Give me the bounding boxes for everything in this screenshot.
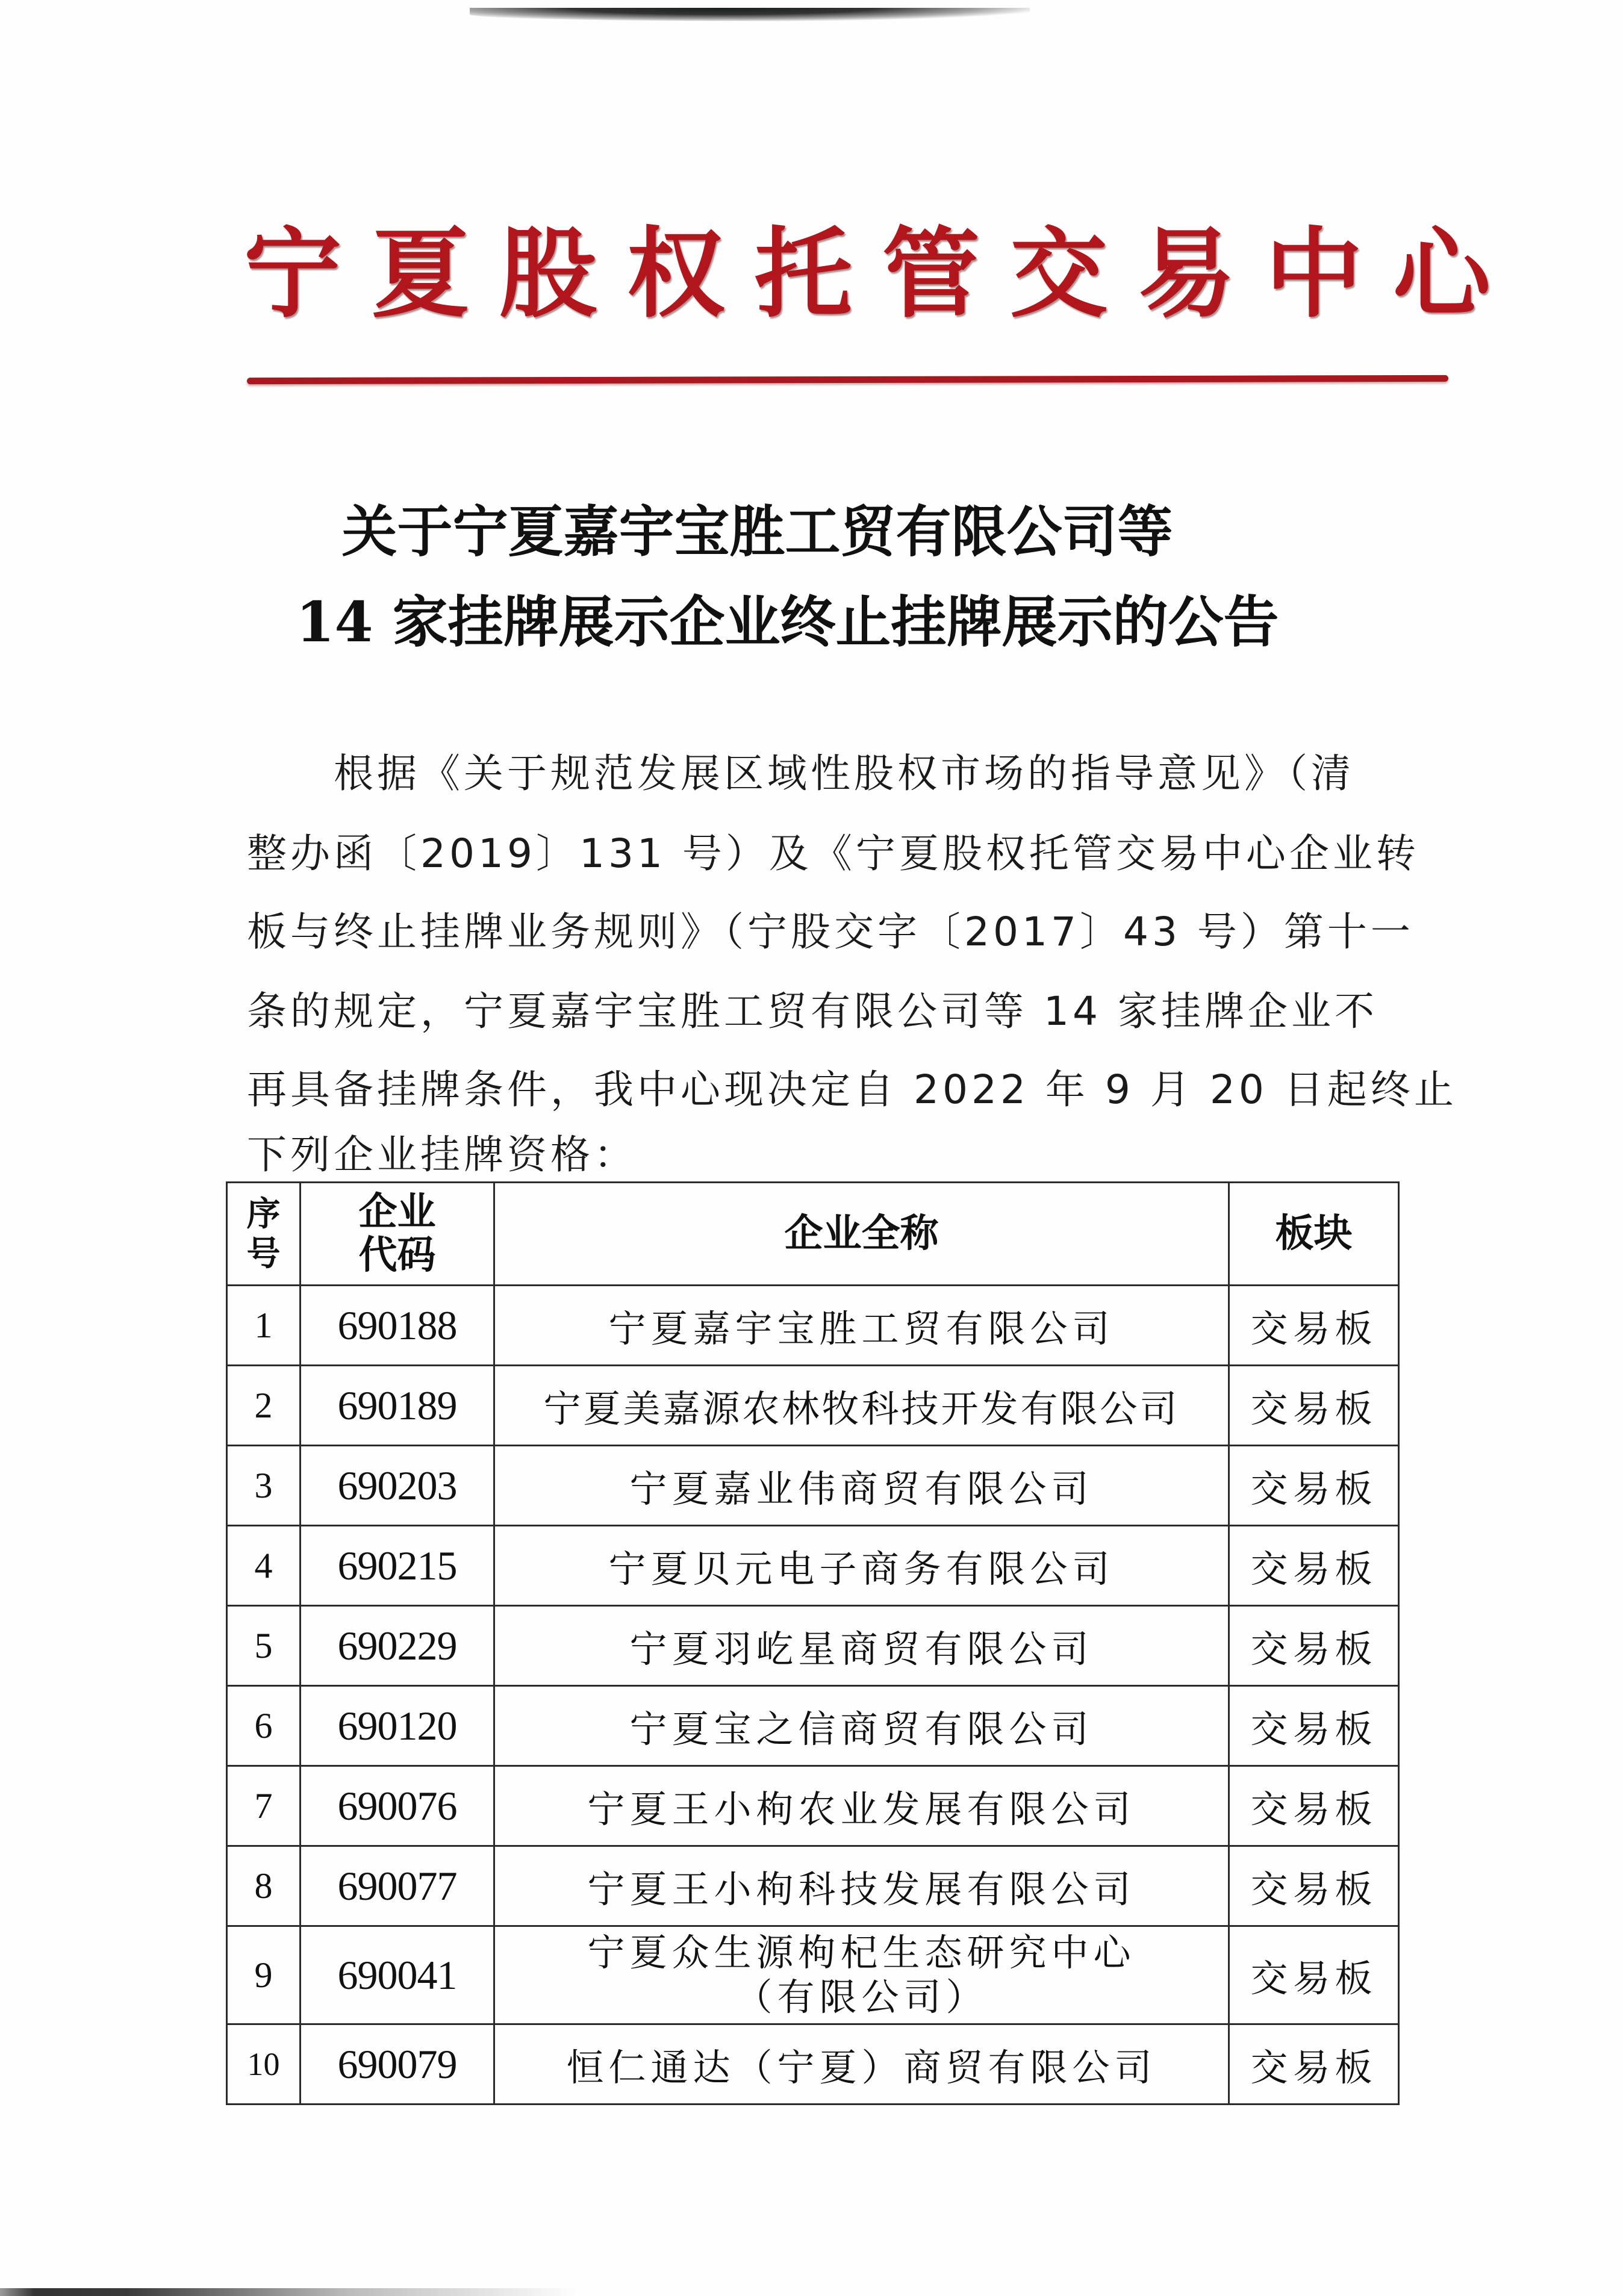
table-row bbox=[227, 1766, 1399, 1846]
cell-name: 宁夏王小枸农业发展有限公司 bbox=[494, 1766, 1229, 1846]
cell-board: 交易板 bbox=[1229, 1526, 1399, 1606]
letterhead-red-rule bbox=[247, 375, 1448, 384]
cell-board: 交易板 bbox=[1229, 1286, 1399, 1366]
cell-name: 宁夏嘉宇宝胜工贸有限公司 bbox=[494, 1286, 1229, 1366]
table-row bbox=[227, 1926, 1399, 2024]
cell-seq: 8 bbox=[227, 1846, 301, 1926]
cell-board: 交易板 bbox=[1229, 1686, 1399, 1766]
cell-code: 690229 bbox=[301, 1606, 494, 1686]
header-seq-line2: 号 bbox=[246, 1234, 281, 1274]
cell-seq: 9 bbox=[227, 1926, 301, 2024]
table-row bbox=[227, 2024, 1399, 2105]
cell-name-line2: （有限公司） bbox=[735, 1975, 988, 2019]
cell-name: 宁夏美嘉源农林牧科技开发有限公司 bbox=[494, 1366, 1229, 1446]
cell-board: 交易板 bbox=[1229, 1366, 1399, 1446]
cell-seq: 6 bbox=[227, 1686, 301, 1766]
cell-code: 690079 bbox=[301, 2024, 494, 2105]
cell-name-line1: 宁夏众生源枸杞生态研究中心 bbox=[587, 1930, 1136, 1974]
delisted-companies-table bbox=[226, 1181, 1400, 2105]
cell-code: 690120 bbox=[301, 1686, 494, 1766]
scan-edge-shadow bbox=[0, 2288, 578, 2296]
cell-seq: 1 bbox=[227, 1286, 301, 1366]
header-code bbox=[301, 1183, 494, 1286]
header-name: 企业全称 bbox=[494, 1183, 1229, 1286]
header-board: 板块 bbox=[1229, 1183, 1399, 1286]
cell-seq: 5 bbox=[227, 1606, 301, 1686]
table-row bbox=[227, 1446, 1399, 1526]
letterhead-title: 宁夏股权托管交易中心 bbox=[244, 217, 1521, 331]
header-code-line2: 代码 bbox=[358, 1233, 436, 1278]
cell-code: 690041 bbox=[301, 1926, 494, 2024]
table-row bbox=[227, 1606, 1399, 1686]
cell-name bbox=[494, 1926, 1229, 2024]
cell-seq: 3 bbox=[227, 1446, 301, 1526]
scan-edge-shadow bbox=[470, 8, 1030, 21]
table-row bbox=[227, 1686, 1399, 1766]
cell-board: 交易板 bbox=[1229, 2024, 1399, 2105]
table-row bbox=[227, 1846, 1399, 1926]
cell-board: 交易板 bbox=[1229, 1926, 1399, 2024]
body-paragraph-line: 根据《关于规范发展区域性股权市场的指导意见》（清 bbox=[247, 750, 1354, 797]
cell-code: 690077 bbox=[301, 1846, 494, 1926]
announcement-title-line-1: 关于宁夏嘉宇宝胜工贸有限公司等 bbox=[341, 499, 1173, 564]
cell-code: 690203 bbox=[301, 1446, 494, 1526]
cell-name: 宁夏嘉业伟商贸有限公司 bbox=[494, 1446, 1229, 1526]
cell-code: 690215 bbox=[301, 1526, 494, 1606]
cell-name: 宁夏宝之信商贸有限公司 bbox=[494, 1686, 1229, 1766]
cell-board: 交易板 bbox=[1229, 1606, 1399, 1686]
body-paragraph-line: 再具备挂牌条件，我中心现决定自 2022 年 9 月 20 日起终止 bbox=[247, 1066, 1457, 1113]
body-paragraph-line: 板与终止挂牌业务规则》（宁股交字〔2017〕43 号）第十一 bbox=[247, 909, 1414, 955]
header-code-line1: 企业 bbox=[358, 1189, 436, 1234]
cell-code: 690076 bbox=[301, 1766, 494, 1846]
body-paragraph-line: 下列企业挂牌资格： bbox=[247, 1131, 637, 1178]
table-row bbox=[227, 1366, 1399, 1446]
cell-name: 宁夏王小枸科技发展有限公司 bbox=[494, 1846, 1229, 1926]
cell-seq: 4 bbox=[227, 1526, 301, 1606]
cell-seq: 2 bbox=[227, 1366, 301, 1446]
cell-name: 恒仁通达（宁夏）商贸有限公司 bbox=[494, 2024, 1229, 2105]
cell-board: 交易板 bbox=[1229, 1846, 1399, 1926]
cell-name: 宁夏贝元电子商务有限公司 bbox=[494, 1526, 1229, 1606]
body-paragraph-line: 条的规定，宁夏嘉宇宝胜工贸有限公司等 14 家挂牌企业不 bbox=[247, 988, 1378, 1034]
header-seq-line1: 序 bbox=[246, 1194, 281, 1234]
cell-seq: 10 bbox=[227, 2024, 301, 2105]
cell-seq: 7 bbox=[227, 1766, 301, 1846]
body-paragraph-line: 整办函〔2019〕131 号）及《宁夏股权托管交易中心企业转 bbox=[247, 830, 1419, 877]
cell-board: 交易板 bbox=[1229, 1766, 1399, 1846]
announcement-title-line-2: 14 家挂牌展示企业终止挂牌展示的公告 bbox=[296, 590, 1279, 655]
cell-name: 宁夏羽屹星商贸有限公司 bbox=[494, 1606, 1229, 1686]
table-row bbox=[227, 1286, 1399, 1366]
header-seq bbox=[227, 1183, 301, 1286]
cell-code: 690189 bbox=[301, 1366, 494, 1446]
cell-board: 交易板 bbox=[1229, 1446, 1399, 1526]
table-row bbox=[227, 1526, 1399, 1606]
table-header-row bbox=[227, 1183, 1399, 1286]
cell-code: 690188 bbox=[301, 1286, 494, 1366]
